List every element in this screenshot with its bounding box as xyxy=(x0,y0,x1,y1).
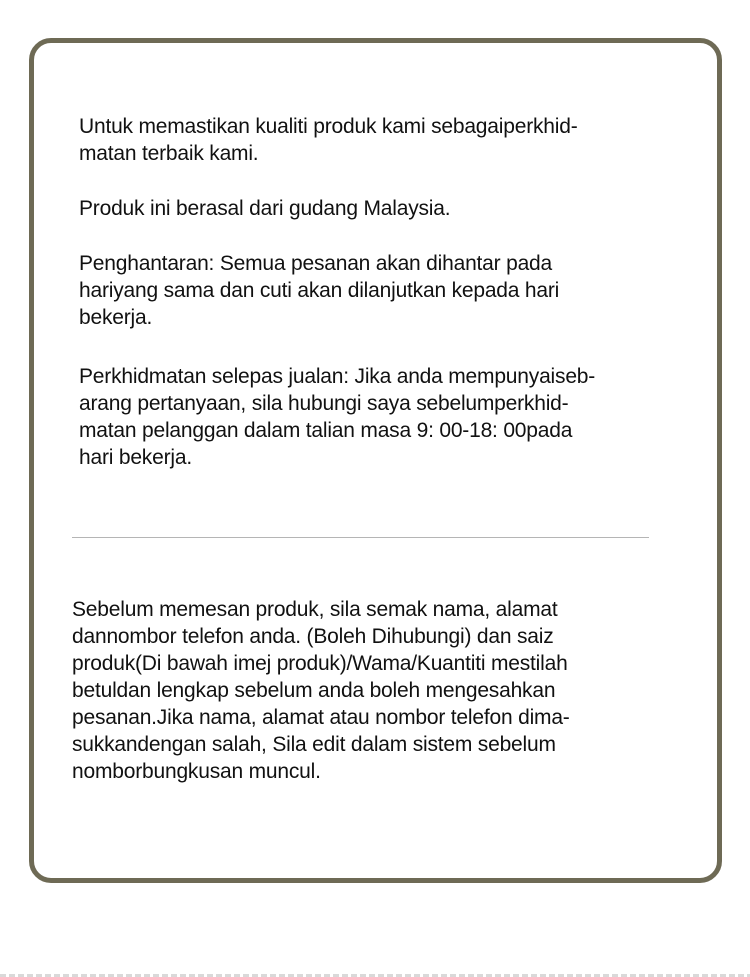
after-sales-paragraph: Perkhidmatan selepas jualan: Jika anda mempunyaiseb- arang pertanyaan, sila hubungi saya sebelumperkhid- matan pelanggan dalam talian masa 9: 00-18: 00pada hari bekerja. xyxy=(79,365,596,469)
section-divider xyxy=(72,537,649,538)
notice-card xyxy=(29,38,722,883)
quality-paragraph: Untuk memastikan kualiti produk kami sebagaiperkhid- matan terbaik kami. xyxy=(79,115,578,165)
origin-paragraph: Produk ini berasal dari gudang Malaysia. xyxy=(79,197,451,220)
delivery-paragraph: Penghantaran: Semua pesanan akan dihantar pada hariyang sama dan cuti akan dilanjutkan kepada hari bekerja. xyxy=(79,252,560,329)
ordering-instructions-paragraph: Sebelum memesan produk, sila semak nama, alamat dannombor telefon anda. (Boleh Dihubungi) dan saiz produk(Di bawah imej produk)/Wama/Kuantiti mestilah betuldan lengkap sebelum anda boleh mengesahkan pesanan.Jika nama, alamat atau nombor telefon dima- sukkandengan salah, Sila edit dalam sistem sebelum nomborbungkusan muncul. xyxy=(72,598,570,783)
